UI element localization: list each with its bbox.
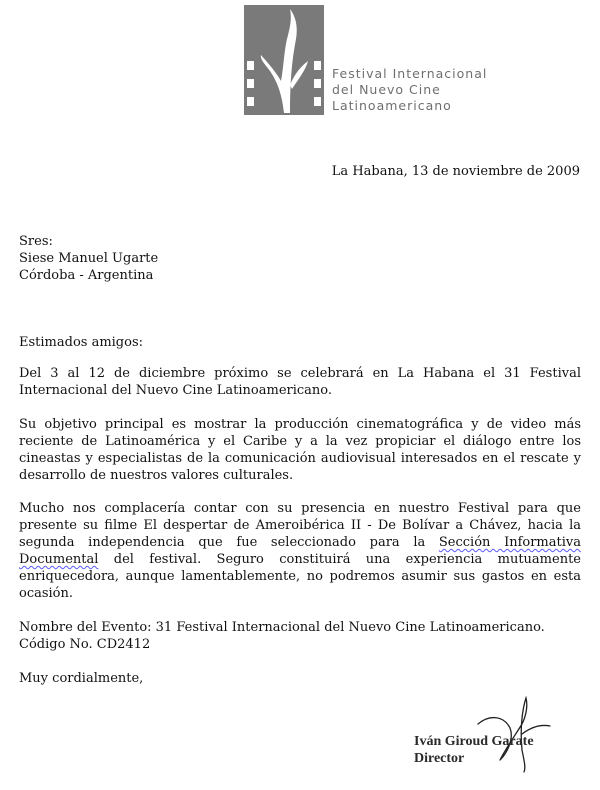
closing: Muy cordialmente, bbox=[19, 671, 144, 686]
signer-block bbox=[414, 733, 534, 767]
addressee-block bbox=[19, 233, 581, 284]
addressee-line: Siese Manuel Ugarte bbox=[19, 251, 159, 266]
paragraph-objective: Su objetivo principal es mostrar la producción cinematográfica y de video más reciente de Latinoamérica y el Caribe y a la vez propiciar el diálogo entre los cineastas y especialistas de la comunicación audiovisual interesados en el rescate y desarrollo de nuestros valores culturales. bbox=[19, 417, 581, 483]
salutation: Estimados amigos: bbox=[19, 335, 144, 350]
letterhead-line: Latinoamericano bbox=[332, 98, 452, 113]
invitation-text-end: del festival. Seguro constituirá una experiencia mutuamente enriquecedora, aunque lamentablemente, no podremos asumir sus gastos en esta ocasión. bbox=[19, 552, 581, 601]
addressee-line: Córdoba - Argentina bbox=[19, 268, 154, 283]
festival-logo bbox=[244, 5, 324, 115]
signer-name: Iván Giroud Garate bbox=[414, 734, 534, 749]
section-name: Sección Informativa Documental bbox=[19, 535, 581, 567]
event-name-line: Nombre del Evento: 31 Festival Internacional del Nuevo Cine Latinoamericano. bbox=[19, 620, 545, 635]
paragraph-intro: Del 3 al 12 de diciembre próximo se celebrará en La Habana el 31 Festival Internacional del Nuevo Cine Latinoamericano. bbox=[19, 366, 581, 398]
letterhead-text bbox=[332, 66, 487, 114]
event-code-line: Código No. CD2412 bbox=[19, 637, 151, 652]
signer-title: Director bbox=[414, 751, 465, 766]
letterhead-line: Festival Internacional bbox=[332, 66, 488, 81]
paragraph-invitation bbox=[19, 500, 581, 602]
letter-date: La Habana, 13 de noviembre de 2009 bbox=[331, 164, 580, 179]
invitation-text: Mucho nos complacería contar con su presencia en nuestro Festival para que presente su filme El despertar de Ameroibérica II - De Bolívar a Chávez, hacia la segunda independencia que fue seleccionado para la bbox=[19, 501, 581, 550]
addressee-line: Sres: bbox=[19, 234, 53, 249]
event-info bbox=[19, 619, 581, 653]
letterhead-line: del Nuevo Cine bbox=[332, 82, 441, 97]
